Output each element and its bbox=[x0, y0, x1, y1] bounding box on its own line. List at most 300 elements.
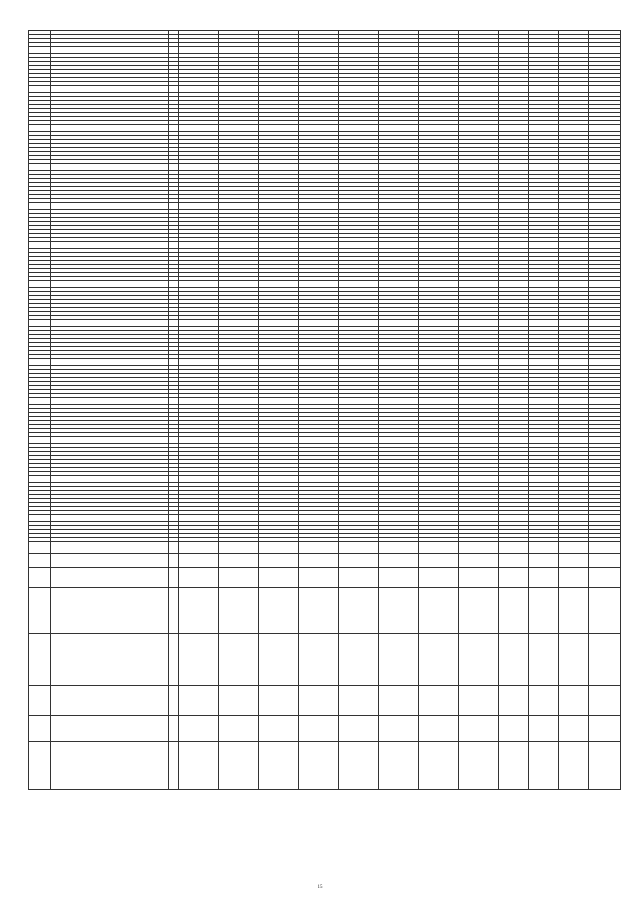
value-cell bbox=[259, 686, 299, 716]
row-name-cell bbox=[51, 634, 169, 686]
value-cell bbox=[179, 398, 219, 405]
value-cell bbox=[299, 542, 339, 554]
value-cell bbox=[529, 437, 559, 444]
value-cell bbox=[169, 568, 179, 588]
value-cell bbox=[499, 634, 529, 686]
table-row bbox=[29, 476, 621, 483]
value-cell bbox=[259, 568, 299, 588]
value-cell bbox=[419, 359, 459, 366]
value-cell bbox=[299, 164, 339, 171]
value-cell bbox=[299, 203, 339, 210]
value-cell bbox=[559, 476, 589, 483]
value-cell bbox=[299, 86, 339, 93]
value-cell bbox=[219, 47, 259, 54]
value-cell bbox=[219, 634, 259, 686]
value-cell bbox=[299, 515, 339, 522]
table-row bbox=[29, 542, 621, 554]
value-cell bbox=[339, 716, 379, 742]
value-cell bbox=[559, 242, 589, 249]
value-cell bbox=[419, 398, 459, 405]
value-cell bbox=[419, 203, 459, 210]
value-cell bbox=[589, 203, 621, 210]
row-number-cell bbox=[29, 554, 51, 568]
value-cell bbox=[459, 476, 499, 483]
value-cell bbox=[299, 476, 339, 483]
value-cell bbox=[589, 86, 621, 93]
value-cell bbox=[169, 320, 179, 327]
value-cell bbox=[459, 86, 499, 93]
value-cell bbox=[529, 398, 559, 405]
value-cell bbox=[169, 125, 179, 132]
value-cell bbox=[529, 515, 559, 522]
value-cell bbox=[459, 47, 499, 54]
value-cell bbox=[559, 686, 589, 716]
value-cell bbox=[179, 568, 219, 588]
row-name-cell bbox=[51, 686, 169, 716]
value-cell bbox=[459, 716, 499, 742]
value-cell bbox=[419, 86, 459, 93]
row-name-cell bbox=[51, 542, 169, 554]
value-cell bbox=[459, 634, 499, 686]
row-number-cell bbox=[29, 686, 51, 716]
row-number-cell bbox=[29, 476, 51, 483]
value-cell bbox=[529, 86, 559, 93]
value-cell bbox=[499, 164, 529, 171]
value-cell bbox=[379, 47, 419, 54]
table-row bbox=[29, 515, 621, 522]
table-row bbox=[29, 568, 621, 588]
value-cell bbox=[499, 437, 529, 444]
value-cell bbox=[559, 125, 589, 132]
value-cell bbox=[559, 515, 589, 522]
value-cell bbox=[499, 476, 529, 483]
value-cell bbox=[219, 164, 259, 171]
value-cell bbox=[259, 47, 299, 54]
value-cell bbox=[589, 542, 621, 554]
value-cell bbox=[219, 359, 259, 366]
value-cell bbox=[339, 398, 379, 405]
value-cell bbox=[499, 86, 529, 93]
value-cell bbox=[179, 203, 219, 210]
value-cell bbox=[299, 742, 339, 790]
value-cell bbox=[459, 568, 499, 588]
value-cell bbox=[259, 515, 299, 522]
value-cell bbox=[219, 320, 259, 327]
value-cell bbox=[259, 542, 299, 554]
page-number: 15 bbox=[317, 885, 323, 890]
value-cell bbox=[219, 437, 259, 444]
value-cell bbox=[379, 742, 419, 790]
value-cell bbox=[179, 242, 219, 249]
value-cell bbox=[589, 164, 621, 171]
value-cell bbox=[299, 568, 339, 588]
table-row bbox=[29, 742, 621, 790]
value-cell bbox=[169, 542, 179, 554]
value-cell bbox=[379, 359, 419, 366]
value-cell bbox=[459, 164, 499, 171]
value-cell bbox=[589, 320, 621, 327]
value-cell bbox=[529, 716, 559, 742]
value-cell bbox=[219, 242, 259, 249]
value-cell bbox=[589, 359, 621, 366]
value-cell bbox=[499, 588, 529, 634]
value-cell bbox=[299, 47, 339, 54]
value-cell bbox=[339, 686, 379, 716]
value-cell bbox=[339, 164, 379, 171]
row-number-cell bbox=[29, 47, 51, 54]
value-cell bbox=[169, 359, 179, 366]
value-cell bbox=[559, 86, 589, 93]
row-name-cell bbox=[51, 203, 169, 210]
value-cell bbox=[219, 686, 259, 716]
value-cell bbox=[339, 588, 379, 634]
value-cell bbox=[499, 542, 529, 554]
row-number-cell bbox=[29, 86, 51, 93]
value-cell bbox=[379, 588, 419, 634]
value-cell bbox=[259, 281, 299, 288]
value-cell bbox=[419, 281, 459, 288]
value-cell bbox=[179, 437, 219, 444]
row-name-cell bbox=[51, 554, 169, 568]
value-cell bbox=[169, 242, 179, 249]
value-cell bbox=[169, 437, 179, 444]
table-row bbox=[29, 554, 621, 568]
value-cell bbox=[419, 716, 459, 742]
value-cell bbox=[169, 86, 179, 93]
value-cell bbox=[299, 398, 339, 405]
table-row bbox=[29, 281, 621, 288]
value-cell bbox=[559, 542, 589, 554]
value-cell bbox=[559, 554, 589, 568]
value-cell bbox=[299, 359, 339, 366]
value-cell bbox=[339, 359, 379, 366]
row-number-cell bbox=[29, 634, 51, 686]
row-name-cell bbox=[51, 568, 169, 588]
value-cell bbox=[419, 554, 459, 568]
value-cell bbox=[169, 203, 179, 210]
value-cell bbox=[499, 359, 529, 366]
value-cell bbox=[259, 716, 299, 742]
value-cell bbox=[529, 476, 559, 483]
value-cell bbox=[379, 164, 419, 171]
value-cell bbox=[179, 686, 219, 716]
value-cell bbox=[529, 242, 559, 249]
value-cell bbox=[589, 242, 621, 249]
value-cell bbox=[169, 281, 179, 288]
table-row bbox=[29, 86, 621, 93]
value-cell bbox=[219, 588, 259, 634]
value-cell bbox=[589, 281, 621, 288]
row-name-cell bbox=[51, 359, 169, 366]
value-cell bbox=[219, 398, 259, 405]
value-cell bbox=[339, 476, 379, 483]
value-cell bbox=[419, 125, 459, 132]
value-cell bbox=[379, 242, 419, 249]
value-cell bbox=[419, 437, 459, 444]
value-cell bbox=[529, 634, 559, 686]
value-cell bbox=[219, 281, 259, 288]
value-cell bbox=[499, 568, 529, 588]
value-cell bbox=[419, 242, 459, 249]
row-number-cell bbox=[29, 203, 51, 210]
value-cell bbox=[299, 437, 339, 444]
value-cell bbox=[499, 554, 529, 568]
value-cell bbox=[219, 716, 259, 742]
value-cell bbox=[379, 320, 419, 327]
row-name-cell bbox=[51, 476, 169, 483]
value-cell bbox=[529, 359, 559, 366]
value-cell bbox=[179, 86, 219, 93]
register-sheet bbox=[28, 30, 620, 790]
value-cell bbox=[339, 554, 379, 568]
value-cell bbox=[459, 320, 499, 327]
value-cell bbox=[529, 47, 559, 54]
value-cell bbox=[589, 686, 621, 716]
value-cell bbox=[459, 554, 499, 568]
value-cell bbox=[259, 320, 299, 327]
value-cell bbox=[499, 398, 529, 405]
value-cell bbox=[179, 281, 219, 288]
table-row bbox=[29, 125, 621, 132]
value-cell bbox=[419, 634, 459, 686]
value-cell bbox=[559, 47, 589, 54]
value-cell bbox=[419, 568, 459, 588]
value-cell bbox=[179, 476, 219, 483]
value-cell bbox=[419, 164, 459, 171]
row-name-cell bbox=[51, 86, 169, 93]
value-cell bbox=[499, 125, 529, 132]
value-cell bbox=[529, 588, 559, 634]
row-number-cell bbox=[29, 359, 51, 366]
value-cell bbox=[219, 568, 259, 588]
value-cell bbox=[299, 634, 339, 686]
table-row bbox=[29, 47, 621, 54]
value-cell bbox=[339, 634, 379, 686]
value-cell bbox=[499, 47, 529, 54]
table-row bbox=[29, 686, 621, 716]
row-number-cell bbox=[29, 125, 51, 132]
value-cell bbox=[259, 437, 299, 444]
value-cell bbox=[299, 716, 339, 742]
value-cell bbox=[299, 242, 339, 249]
value-cell bbox=[379, 515, 419, 522]
value-cell bbox=[459, 281, 499, 288]
value-cell bbox=[339, 47, 379, 54]
value-cell bbox=[379, 686, 419, 716]
value-cell bbox=[559, 588, 589, 634]
value-cell bbox=[559, 716, 589, 742]
value-cell bbox=[419, 542, 459, 554]
row-name-cell bbox=[51, 398, 169, 405]
value-cell bbox=[179, 164, 219, 171]
value-cell bbox=[559, 398, 589, 405]
value-cell bbox=[379, 542, 419, 554]
value-cell bbox=[259, 634, 299, 686]
value-cell bbox=[299, 588, 339, 634]
value-cell bbox=[529, 125, 559, 132]
value-cell bbox=[559, 359, 589, 366]
value-cell bbox=[169, 716, 179, 742]
value-cell bbox=[379, 554, 419, 568]
value-cell bbox=[419, 47, 459, 54]
value-cell bbox=[499, 242, 529, 249]
table-row bbox=[29, 203, 621, 210]
value-cell bbox=[529, 568, 559, 588]
value-cell bbox=[379, 125, 419, 132]
value-cell bbox=[459, 588, 499, 634]
value-cell bbox=[499, 686, 529, 716]
value-cell bbox=[299, 125, 339, 132]
value-cell bbox=[339, 281, 379, 288]
value-cell bbox=[419, 686, 459, 716]
table-row bbox=[29, 359, 621, 366]
table-row bbox=[29, 588, 621, 634]
value-cell bbox=[179, 742, 219, 790]
value-cell bbox=[259, 588, 299, 634]
row-name-cell bbox=[51, 242, 169, 249]
value-cell bbox=[339, 742, 379, 790]
value-cell bbox=[219, 86, 259, 93]
row-name-cell bbox=[51, 47, 169, 54]
value-cell bbox=[459, 742, 499, 790]
value-cell bbox=[179, 47, 219, 54]
value-cell bbox=[559, 568, 589, 588]
value-cell bbox=[559, 203, 589, 210]
value-cell bbox=[259, 164, 299, 171]
value-cell bbox=[339, 515, 379, 522]
value-cell bbox=[169, 398, 179, 405]
value-cell bbox=[169, 47, 179, 54]
value-cell bbox=[179, 588, 219, 634]
row-name-cell bbox=[51, 125, 169, 132]
value-cell bbox=[219, 515, 259, 522]
value-cell bbox=[299, 281, 339, 288]
value-cell bbox=[529, 281, 559, 288]
row-name-cell bbox=[51, 320, 169, 327]
value-cell bbox=[259, 398, 299, 405]
value-cell bbox=[589, 398, 621, 405]
value-cell bbox=[529, 203, 559, 210]
value-cell bbox=[589, 515, 621, 522]
value-cell bbox=[219, 742, 259, 790]
value-cell bbox=[179, 542, 219, 554]
value-cell bbox=[379, 86, 419, 93]
row-number-cell bbox=[29, 716, 51, 742]
value-cell bbox=[559, 320, 589, 327]
row-name-cell bbox=[51, 515, 169, 522]
value-cell bbox=[589, 437, 621, 444]
value-cell bbox=[179, 515, 219, 522]
value-cell bbox=[379, 203, 419, 210]
value-cell bbox=[529, 742, 559, 790]
value-cell bbox=[259, 86, 299, 93]
value-cell bbox=[379, 281, 419, 288]
row-number-cell bbox=[29, 398, 51, 405]
value-cell bbox=[169, 164, 179, 171]
value-cell bbox=[259, 359, 299, 366]
value-cell bbox=[529, 542, 559, 554]
value-cell bbox=[589, 716, 621, 742]
row-name-cell bbox=[51, 164, 169, 171]
value-cell bbox=[529, 164, 559, 171]
value-cell bbox=[529, 686, 559, 716]
value-cell bbox=[339, 86, 379, 93]
row-number-cell bbox=[29, 588, 51, 634]
value-cell bbox=[419, 515, 459, 522]
value-cell bbox=[179, 320, 219, 327]
value-cell bbox=[589, 568, 621, 588]
value-cell bbox=[169, 476, 179, 483]
value-cell bbox=[559, 281, 589, 288]
value-cell bbox=[219, 554, 259, 568]
value-cell bbox=[589, 554, 621, 568]
table-row bbox=[29, 164, 621, 171]
value-cell bbox=[339, 542, 379, 554]
value-cell bbox=[169, 686, 179, 716]
table-row bbox=[29, 320, 621, 327]
value-cell bbox=[589, 634, 621, 686]
row-name-cell bbox=[51, 588, 169, 634]
table-row bbox=[29, 398, 621, 405]
register-table bbox=[28, 30, 621, 790]
value-cell bbox=[559, 164, 589, 171]
value-cell bbox=[169, 515, 179, 522]
value-cell bbox=[379, 634, 419, 686]
value-cell bbox=[559, 742, 589, 790]
value-cell bbox=[499, 742, 529, 790]
value-cell bbox=[459, 542, 499, 554]
value-cell bbox=[339, 320, 379, 327]
value-cell bbox=[589, 476, 621, 483]
row-name-cell bbox=[51, 742, 169, 790]
value-cell bbox=[219, 203, 259, 210]
value-cell bbox=[419, 320, 459, 327]
value-cell bbox=[169, 588, 179, 634]
value-cell bbox=[299, 554, 339, 568]
value-cell bbox=[259, 742, 299, 790]
value-cell bbox=[379, 568, 419, 588]
value-cell bbox=[459, 203, 499, 210]
value-cell bbox=[459, 686, 499, 716]
value-cell bbox=[299, 686, 339, 716]
row-name-cell bbox=[51, 281, 169, 288]
value-cell bbox=[419, 588, 459, 634]
value-cell bbox=[499, 203, 529, 210]
row-number-cell bbox=[29, 437, 51, 444]
value-cell bbox=[379, 476, 419, 483]
value-cell bbox=[179, 554, 219, 568]
value-cell bbox=[219, 476, 259, 483]
value-cell bbox=[169, 742, 179, 790]
value-cell bbox=[459, 125, 499, 132]
value-cell bbox=[589, 588, 621, 634]
value-cell bbox=[339, 125, 379, 132]
value-cell bbox=[179, 634, 219, 686]
value-cell bbox=[459, 359, 499, 366]
value-cell bbox=[259, 125, 299, 132]
row-number-cell bbox=[29, 281, 51, 288]
value-cell bbox=[589, 742, 621, 790]
value-cell bbox=[379, 398, 419, 405]
value-cell bbox=[379, 716, 419, 742]
value-cell bbox=[499, 716, 529, 742]
row-number-cell bbox=[29, 568, 51, 588]
value-cell bbox=[259, 476, 299, 483]
row-number-cell bbox=[29, 742, 51, 790]
value-cell bbox=[499, 320, 529, 327]
value-cell bbox=[499, 515, 529, 522]
value-cell bbox=[419, 476, 459, 483]
